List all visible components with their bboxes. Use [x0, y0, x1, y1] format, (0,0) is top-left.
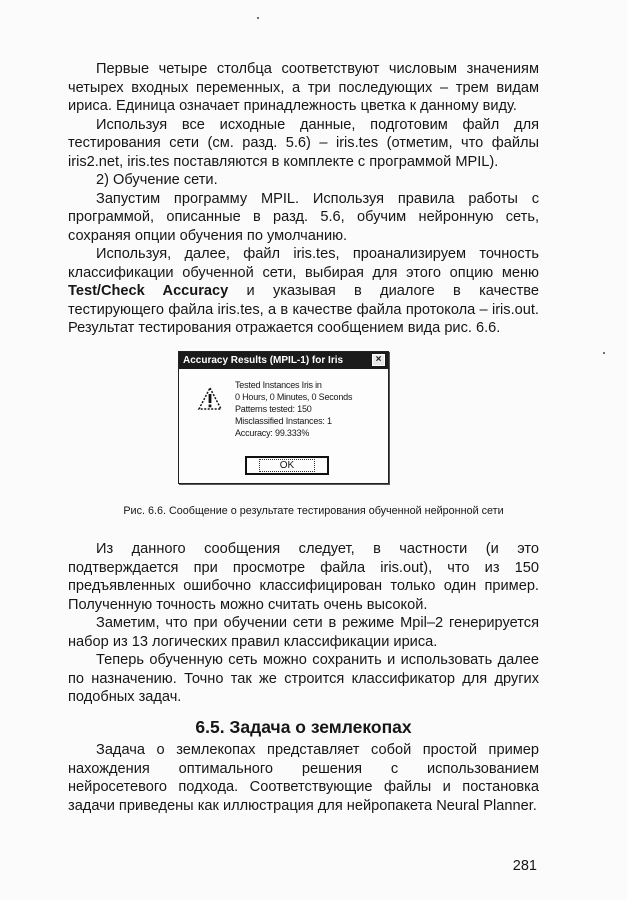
- paragraph: [68, 245, 539, 338]
- menu-option-name: Test/Check Accuracy: [68, 283, 229, 299]
- paragraph: Из данного сообщения следует, в частности (и это подтверждается при просмотре файла iris.out), что из 150 предъявленных ошибочно классифицирован только один пример. Полученную точность можно считать очень высокой.: [68, 541, 539, 613]
- dialog-message: [235, 379, 385, 439]
- close-button[interactable]: ×: [372, 354, 385, 366]
- paragraph-text: Используя, далее, файл iris.tes, проанализируем точность классификации обученной сети, выбирая для этого опцию меню: [68, 246, 539, 281]
- ok-button[interactable]: [245, 456, 329, 475]
- accuracy-results-dialog: [178, 351, 389, 484]
- paragraph: Используя все исходные данные, подготовим файл для тестирования сети (см. разд. 5.6) – iris.tes (отметим, что файлы iris2.net, iris.tes поставляются в комплекте с программой MPIL).: [68, 116, 539, 170]
- dialog-titlebar: [179, 352, 388, 369]
- message-line: 0 Hours, 0 Minutes, 0 Seconds: [235, 392, 353, 402]
- paragraph-text: и указывая в диалоге в качестве тестирующего файла iris.tes, а в качестве файла протокола – iris.out. Результат тестирования отражается сообщением вида рис. 6.6.: [68, 283, 539, 336]
- text-block-bottom: [68, 741, 539, 815]
- section-heading: 6.5. Задача о землекопах: [195, 717, 412, 737]
- page-number: 281: [512, 858, 537, 874]
- message-line: Patterns tested: 150: [235, 404, 312, 414]
- message-line: Accuracy: 99.333%: [235, 428, 310, 438]
- paragraph: 2) Обучение сети.: [96, 172, 218, 188]
- message-line: Misclassified Instances: 1: [235, 416, 332, 426]
- text-block-top: [68, 60, 539, 338]
- warning-icon: [197, 386, 223, 412]
- paragraph: Запустим программу MPIL. Используя правила работы с программой, описанные в разд. 5.6, обучим нейронную сеть, сохраняя опции обучения по умолчанию.: [68, 190, 539, 244]
- paragraph: Задача о землекопах представляет собой простой пример нахождения оптимального решения с использованием нейросетевого подхода. Соответствующие файлы и постановка задачи приведены как иллюстрация для нейропакета Neural Planner.: [68, 742, 539, 814]
- scan-speck: [603, 352, 605, 354]
- ok-button-label: OK: [259, 459, 315, 472]
- paragraph: Теперь обученную сеть можно сохранить и использовать далее по назначению. Точно так же строится классификатор для других подобных задач.: [68, 652, 539, 705]
- text-block-middle: [68, 540, 539, 707]
- scan-speck: [257, 17, 259, 19]
- paragraph: Заметим, что при обучении сети в режиме Mpil–2 генерируется набор из 13 логических правил классификации ириса.: [68, 615, 539, 650]
- paragraph: Первые четыре столбца соответствуют числовым значениям четырех входных переменных, а три последующих – трем видам ириса. Единица означает принадлежность цветка к данному виду.: [68, 61, 539, 114]
- message-line: Tested Instances Iris in: [235, 380, 322, 390]
- dialog-title: Accuracy Results (MPIL-1) for Iris: [183, 355, 344, 366]
- figure-caption: Рис. 6.6. Сообщение о результате тестирования обученной нейронной сети: [123, 505, 504, 517]
